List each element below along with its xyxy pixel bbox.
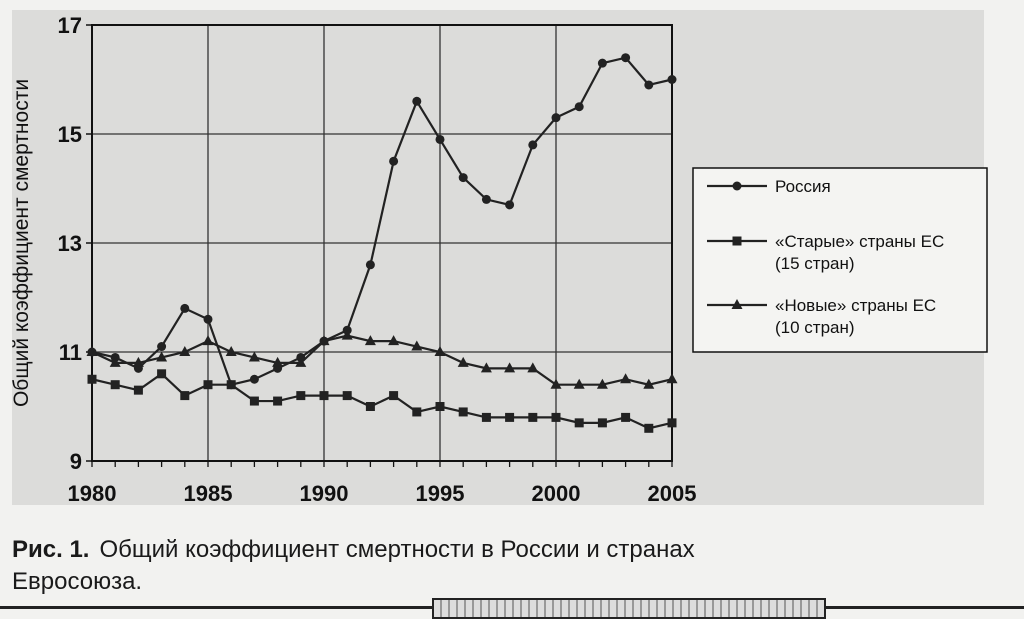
series-1-point: [436, 135, 445, 144]
series-1-point: [575, 102, 584, 111]
series-1-point: [204, 315, 213, 324]
legend: [693, 168, 987, 352]
x-tick-label: 1980: [67, 481, 117, 506]
series-1-point: [528, 140, 537, 149]
series-2-point: [296, 391, 305, 400]
y-axis-label: Общий коэффициент смертности: [10, 78, 33, 408]
series-2-point: [343, 391, 352, 400]
series-2-point: [157, 369, 166, 378]
series-2-point: [621, 413, 630, 422]
x-tick-label: 1990: [299, 481, 349, 506]
y-tick-label: 13: [57, 231, 82, 256]
series-1-point: [644, 80, 653, 89]
y-tick-label: 15: [57, 122, 82, 147]
series-1-point: [552, 113, 561, 122]
series-2-point: [389, 391, 398, 400]
x-tick-label: 1985: [183, 481, 233, 506]
series-2-point: [366, 402, 375, 411]
series-1-point: [180, 304, 189, 313]
caption-text: Общий коэффициент смертности в России и странах Евросоюза.: [12, 536, 695, 595]
series-2-point: [273, 397, 282, 406]
series-2-point: [552, 413, 561, 422]
series-1-point: [412, 97, 421, 106]
series-2-point: [204, 380, 213, 389]
series-1-point: [621, 53, 630, 62]
series-2-point: [598, 418, 607, 427]
x-tick-label: 1995: [415, 481, 465, 506]
series-2-point: [436, 402, 445, 411]
legend-label-1: Россия: [775, 177, 831, 196]
figure-caption: [12, 534, 812, 598]
series-2-point: [88, 375, 97, 384]
next-table-header-fragment: [432, 598, 826, 619]
series-2-point: [180, 391, 189, 400]
figure-label: Рис. 1.: [12, 536, 90, 563]
series-2-point: [111, 380, 120, 389]
y-tick-label: 11: [58, 340, 82, 365]
series-1-point: [366, 260, 375, 269]
series-1-point: [505, 200, 514, 209]
series-2-point: [227, 380, 236, 389]
legend-label-3: «Новые» страны ЕС (10 стран): [775, 296, 937, 337]
series-2-point: [412, 407, 421, 416]
series-2-point: [482, 413, 491, 422]
y-tick-label: 9: [69, 449, 82, 474]
series-2-point: [668, 418, 677, 427]
series-2-point: [575, 418, 584, 427]
series-2-point: [320, 391, 329, 400]
series-1-point: [668, 75, 677, 84]
series-2-point: [528, 413, 537, 422]
legend-marker-2: [733, 237, 742, 246]
series-1-point: [157, 342, 166, 351]
series-1-point: [482, 195, 491, 204]
series-2-point: [459, 407, 468, 416]
x-tick-label: 2000: [531, 481, 581, 506]
series-2-point: [250, 397, 259, 406]
y-tick-label: 17: [57, 13, 82, 38]
series-2-point: [644, 424, 653, 433]
series-1-point: [459, 173, 468, 182]
series-1-point: [389, 157, 398, 166]
series-1-point: [598, 59, 607, 68]
series-1-point: [250, 375, 259, 384]
legend-marker-1: [733, 182, 742, 191]
series-2-point: [505, 413, 514, 422]
legend-label-2: «Старые» страны ЕС (15 стран): [775, 232, 945, 273]
series-2-point: [134, 386, 143, 395]
x-tick-label: 2005: [647, 481, 697, 506]
